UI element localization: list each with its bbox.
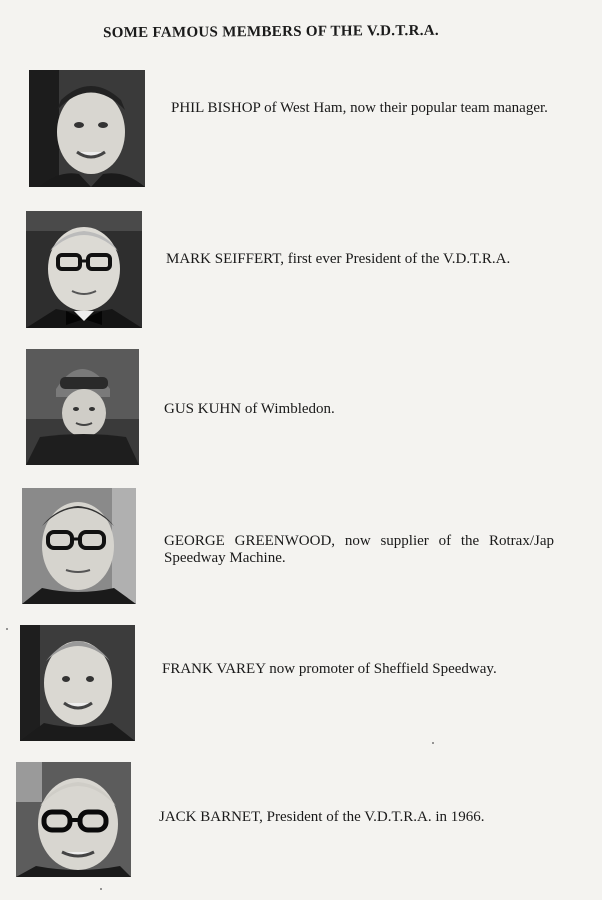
portrait-photo-phil-bishop xyxy=(29,70,145,187)
print-speck xyxy=(6,628,8,630)
print-speck xyxy=(432,742,434,744)
member-caption: MARK SEIFFERT, first ever President of the V.D.T.R.A. xyxy=(166,251,511,267)
portrait-photo-george-greenwood xyxy=(22,488,136,604)
print-speck xyxy=(100,888,102,890)
portrait-photo-jack-barnet xyxy=(16,762,131,877)
portrait-photo-frank-varey xyxy=(20,625,135,741)
portrait-photo-mark-seiffert xyxy=(26,211,142,328)
member-caption: PHIL BISHOP of West Ham, now their popular team manager. xyxy=(171,100,548,116)
member-caption: FRANK VAREY now promoter of Sheffield Speedway. xyxy=(162,661,497,677)
portrait-photo-gus-kuhn xyxy=(26,349,139,465)
page-title: SOME FAMOUS MEMBERS OF THE V.D.T.R.A. xyxy=(103,22,439,42)
member-caption: JACK BARNET, President of the V.D.T.R.A. in 1966. xyxy=(159,809,485,825)
member-caption: GEORGE GREENWOOD, now supplier of the Rotrax/Jap Speedway Machine. xyxy=(164,533,554,566)
member-caption: GUS KUHN of Wimbledon. xyxy=(164,401,335,417)
